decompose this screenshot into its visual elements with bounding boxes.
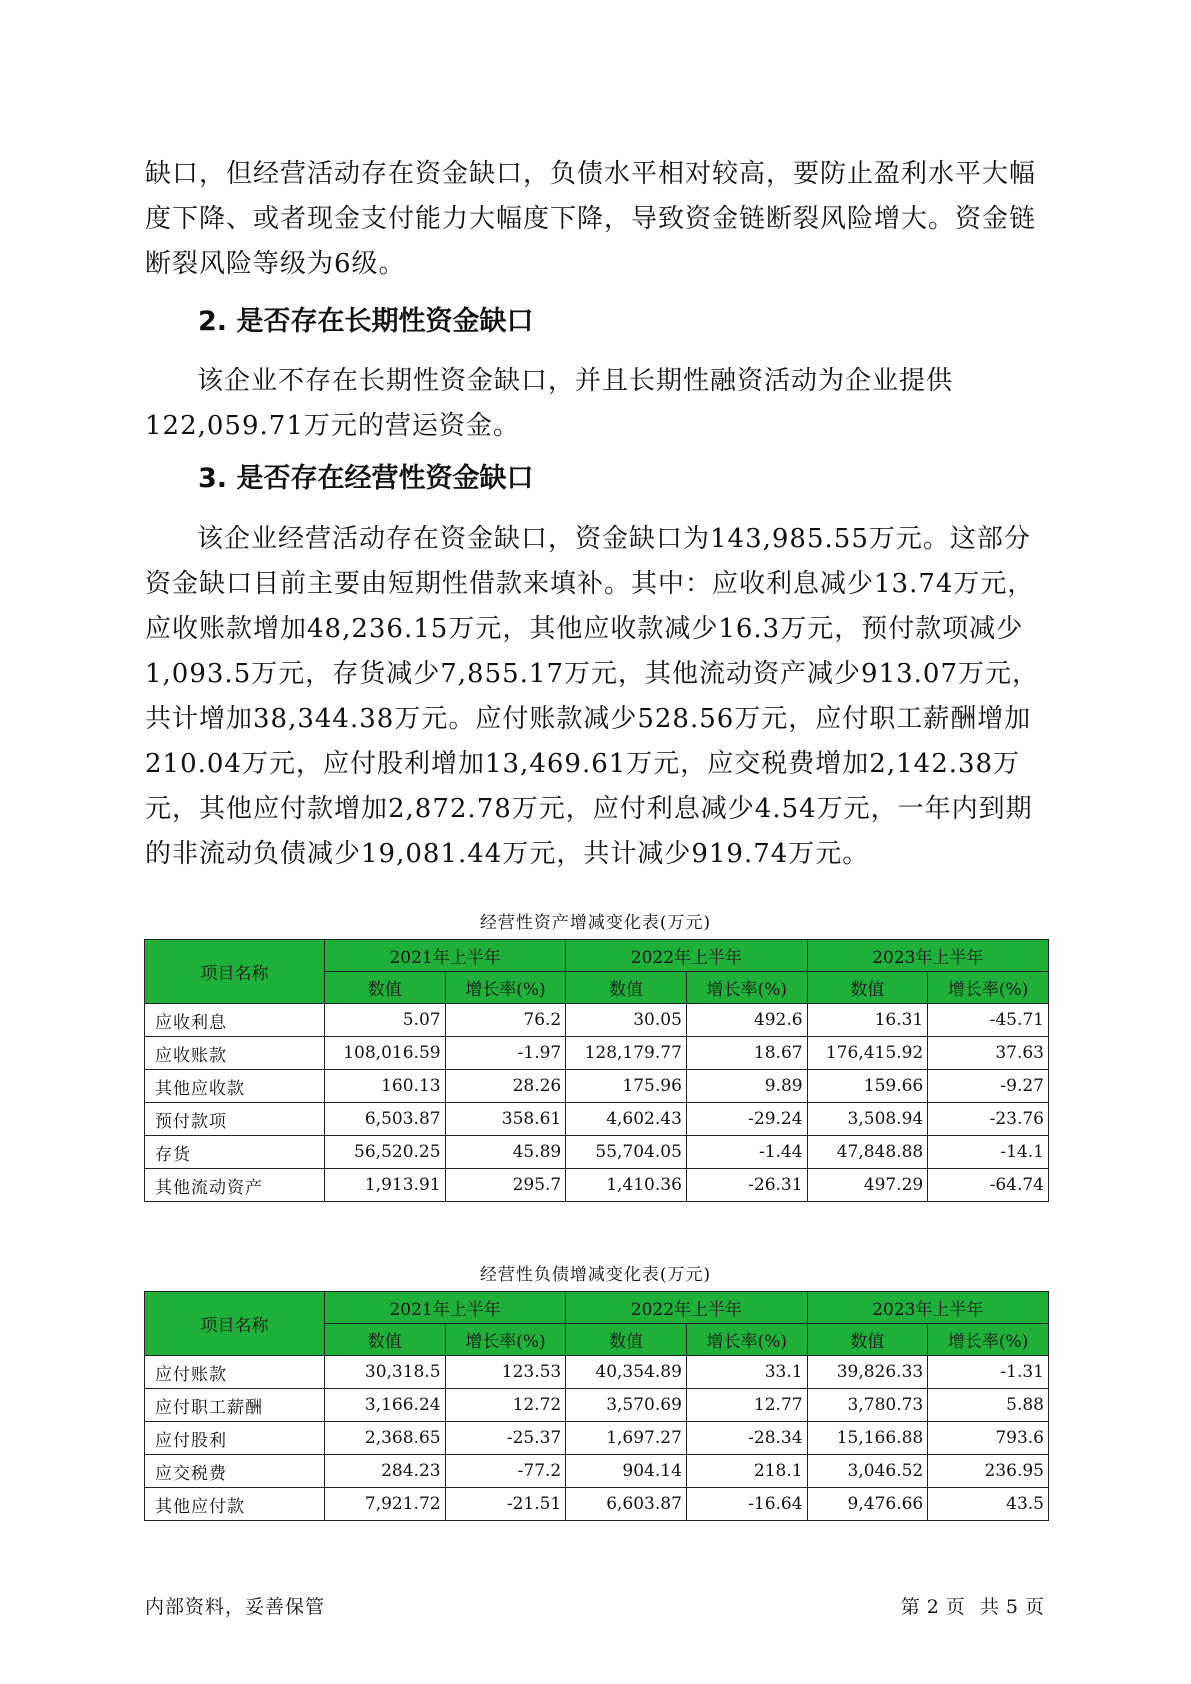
cell-value: 1,697.27 bbox=[566, 1422, 687, 1455]
cell-value: 5.07 bbox=[324, 1004, 445, 1037]
row-label: 其他应收款 bbox=[145, 1070, 325, 1103]
row-label: 应交税费 bbox=[145, 1455, 325, 1488]
cell-value: 56,520.25 bbox=[324, 1136, 445, 1169]
cell-rate: 12.77 bbox=[686, 1389, 807, 1422]
cell-rate: -1.31 bbox=[928, 1356, 1049, 1389]
column-header-value: 数值 bbox=[566, 972, 687, 1004]
table-row bbox=[145, 1136, 1049, 1169]
table-row bbox=[145, 1169, 1049, 1202]
cell-value: 7,921.72 bbox=[324, 1488, 445, 1521]
cell-value: 30,318.5 bbox=[324, 1356, 445, 1389]
cell-rate: 45.89 bbox=[445, 1136, 566, 1169]
cell-rate: 76.2 bbox=[445, 1004, 566, 1037]
cell-rate: 236.95 bbox=[928, 1455, 1049, 1488]
cell-value: 159.66 bbox=[807, 1070, 928, 1103]
cell-value: 3,570.69 bbox=[566, 1389, 687, 1422]
cell-rate: -29.24 bbox=[686, 1103, 807, 1136]
page-suffix: 页 bbox=[1024, 1596, 1045, 1618]
cell-rate: 358.61 bbox=[445, 1103, 566, 1136]
table-row bbox=[145, 1037, 1049, 1070]
cell-rate: 43.5 bbox=[928, 1488, 1049, 1521]
table-row bbox=[145, 1004, 1049, 1037]
cell-value: 497.29 bbox=[807, 1169, 928, 1202]
cell-rate: -16.64 bbox=[686, 1488, 807, 1521]
paragraph-operating-gap: 该企业经营活动存在资金缺口，资金缺口为143,985.55万元。这部分资金缺口目前主要由短期性借款来填补。其中：应收利息减少13.74万元，应收账款增加48,236.15万元，其他应收款减少16.3万元，预付款项减少1,093.5万元，存货减少7,855.17万元，其他流动资产减少913.07万元，共计增加38,344.38万元。应付账款减少528.56万元，应付职工薪酬增加210.04万元，应付股利增加13,469.61万元，应交税费增加2,142.38万元，其他应付款增加2,872.78万元，应付利息减少4.54万元，一年内到期的非流动负债减少19,081.44万元，共计减少919.74万元。 bbox=[145, 524, 1039, 869]
column-header-value: 数值 bbox=[807, 1324, 928, 1356]
row-label: 存货 bbox=[145, 1136, 325, 1169]
cell-value: 55,704.05 bbox=[566, 1136, 687, 1169]
cell-rate: 295.7 bbox=[445, 1169, 566, 1202]
cell-rate: -14.1 bbox=[928, 1136, 1049, 1169]
table-row bbox=[145, 1070, 1049, 1103]
table-row bbox=[145, 1103, 1049, 1136]
column-header-period: 2021年上半年 bbox=[324, 940, 565, 972]
cell-rate: 33.1 bbox=[686, 1356, 807, 1389]
cell-rate: -1.97 bbox=[445, 1037, 566, 1070]
cell-value: 108,016.59 bbox=[324, 1037, 445, 1070]
column-header-period: 2022年上半年 bbox=[566, 940, 807, 972]
cell-rate: -1.44 bbox=[686, 1136, 807, 1169]
column-header-rate: 增长率(%) bbox=[445, 1324, 566, 1356]
cell-rate: -64.74 bbox=[928, 1169, 1049, 1202]
cell-rate: -23.76 bbox=[928, 1103, 1049, 1136]
cell-rate: 793.6 bbox=[928, 1422, 1049, 1455]
cell-value: 16.31 bbox=[807, 1004, 928, 1037]
row-label: 应付账款 bbox=[145, 1356, 325, 1389]
cell-rate: -21.51 bbox=[445, 1488, 566, 1521]
table-row bbox=[145, 1389, 1049, 1422]
page-prefix: 第 bbox=[900, 1596, 921, 1618]
cell-value: 1,913.91 bbox=[324, 1169, 445, 1202]
table-row bbox=[145, 1422, 1049, 1455]
column-header-rate: 增长率(%) bbox=[928, 1324, 1049, 1356]
column-header-period: 2023年上半年 bbox=[807, 940, 1048, 972]
cell-value: 176,415.92 bbox=[807, 1037, 928, 1070]
column-header-item: 项目名称 bbox=[145, 940, 325, 1004]
cell-value: 284.23 bbox=[324, 1455, 445, 1488]
cell-rate: 123.53 bbox=[445, 1356, 566, 1389]
row-label: 应收账款 bbox=[145, 1037, 325, 1070]
column-header-item: 项目名称 bbox=[145, 1292, 325, 1356]
cell-value: 3,166.24 bbox=[324, 1389, 445, 1422]
page-total: 5 bbox=[1005, 1596, 1019, 1618]
column-header-value: 数值 bbox=[566, 1324, 687, 1356]
row-label: 其他流动资产 bbox=[145, 1169, 325, 1202]
table-header-row bbox=[145, 940, 1049, 972]
page-mid: 页 共 bbox=[945, 1596, 1000, 1618]
column-header-rate: 增长率(%) bbox=[686, 972, 807, 1004]
column-header-period: 2023年上半年 bbox=[807, 1292, 1048, 1324]
row-label: 应收利息 bbox=[145, 1004, 325, 1037]
operating-liabilities-table bbox=[144, 1291, 1049, 1521]
cell-value: 3,046.52 bbox=[807, 1455, 928, 1488]
row-label: 应付职工薪酬 bbox=[145, 1389, 325, 1422]
footer-page-number bbox=[898, 1592, 1048, 1619]
cell-rate: 218.1 bbox=[686, 1455, 807, 1488]
column-header-rate: 增长率(%) bbox=[445, 972, 566, 1004]
cell-value: 1,410.36 bbox=[566, 1169, 687, 1202]
column-header-rate: 增长率(%) bbox=[686, 1324, 807, 1356]
column-header-value: 数值 bbox=[807, 972, 928, 1004]
paragraph-risk-summary: 缺口，但经营活动存在资金缺口，负债水平相对较高，要防止盈利水平大幅度下降、或者现金支付能力大幅度下降，导致资金链断裂风险增大。资金链断裂风险等级为6级。 bbox=[145, 159, 1037, 279]
cell-rate: 5.88 bbox=[928, 1389, 1049, 1422]
cell-value: 15,166.88 bbox=[807, 1422, 928, 1455]
column-header-period: 2022年上半年 bbox=[566, 1292, 807, 1324]
column-header-period: 2021年上半年 bbox=[324, 1292, 565, 1324]
column-header-rate: 增长率(%) bbox=[928, 972, 1049, 1004]
row-label: 应付股利 bbox=[145, 1422, 325, 1455]
cell-value: 30.05 bbox=[566, 1004, 687, 1037]
cell-value: 3,508.94 bbox=[807, 1103, 928, 1136]
heading-long-term-gap: 2. 是否存在长期性资金缺口 bbox=[198, 306, 534, 337]
cell-value: 904.14 bbox=[566, 1455, 687, 1488]
cell-value: 40,354.89 bbox=[566, 1356, 687, 1389]
paragraph-long-term-gap: 该企业不存在长期性资金缺口，并且长期性融资活动为企业提供122,059.71万元的营运资金。 bbox=[145, 366, 954, 441]
cell-rate: 28.26 bbox=[445, 1070, 566, 1103]
table-row bbox=[145, 1488, 1049, 1521]
heading-operating-gap: 3. 是否存在经营性资金缺口 bbox=[198, 463, 534, 494]
cell-value: 39,826.33 bbox=[807, 1356, 928, 1389]
cell-value: 4,602.43 bbox=[566, 1103, 687, 1136]
table-caption-assets: 经营性资产增减变化表(万元) bbox=[479, 913, 712, 933]
cell-rate: 492.6 bbox=[686, 1004, 807, 1037]
cell-rate: 37.63 bbox=[928, 1037, 1049, 1070]
cell-rate: -26.31 bbox=[686, 1169, 807, 1202]
page-current: 2 bbox=[926, 1596, 940, 1618]
cell-rate: 9.89 bbox=[686, 1070, 807, 1103]
cell-rate: -9.27 bbox=[928, 1070, 1049, 1103]
footer-confidential-note: 内部资料，妥善保管 bbox=[145, 1596, 326, 1618]
cell-value: 160.13 bbox=[324, 1070, 445, 1103]
cell-rate: -77.2 bbox=[445, 1455, 566, 1488]
cell-value: 2,368.65 bbox=[324, 1422, 445, 1455]
cell-rate: -28.34 bbox=[686, 1422, 807, 1455]
cell-value: 175.96 bbox=[566, 1070, 687, 1103]
cell-rate: 12.72 bbox=[445, 1389, 566, 1422]
cell-rate: -25.37 bbox=[445, 1422, 566, 1455]
column-header-value: 数值 bbox=[324, 972, 445, 1004]
table-caption-liabilities: 经营性负债增减变化表(万元) bbox=[479, 1265, 712, 1285]
cell-value: 6,603.87 bbox=[566, 1488, 687, 1521]
cell-rate: 18.67 bbox=[686, 1037, 807, 1070]
row-label: 预付款项 bbox=[145, 1103, 325, 1136]
cell-value: 9,476.66 bbox=[807, 1488, 928, 1521]
cell-value: 128,179.77 bbox=[566, 1037, 687, 1070]
table-header-row bbox=[145, 1292, 1049, 1324]
operating-assets-table bbox=[144, 939, 1049, 1202]
cell-value: 47,848.88 bbox=[807, 1136, 928, 1169]
table-row bbox=[145, 1356, 1049, 1389]
row-label: 其他应付款 bbox=[145, 1488, 325, 1521]
cell-value: 6,503.87 bbox=[324, 1103, 445, 1136]
cell-rate: -45.71 bbox=[928, 1004, 1049, 1037]
column-header-value: 数值 bbox=[324, 1324, 445, 1356]
table-row bbox=[145, 1455, 1049, 1488]
cell-value: 3,780.73 bbox=[807, 1389, 928, 1422]
